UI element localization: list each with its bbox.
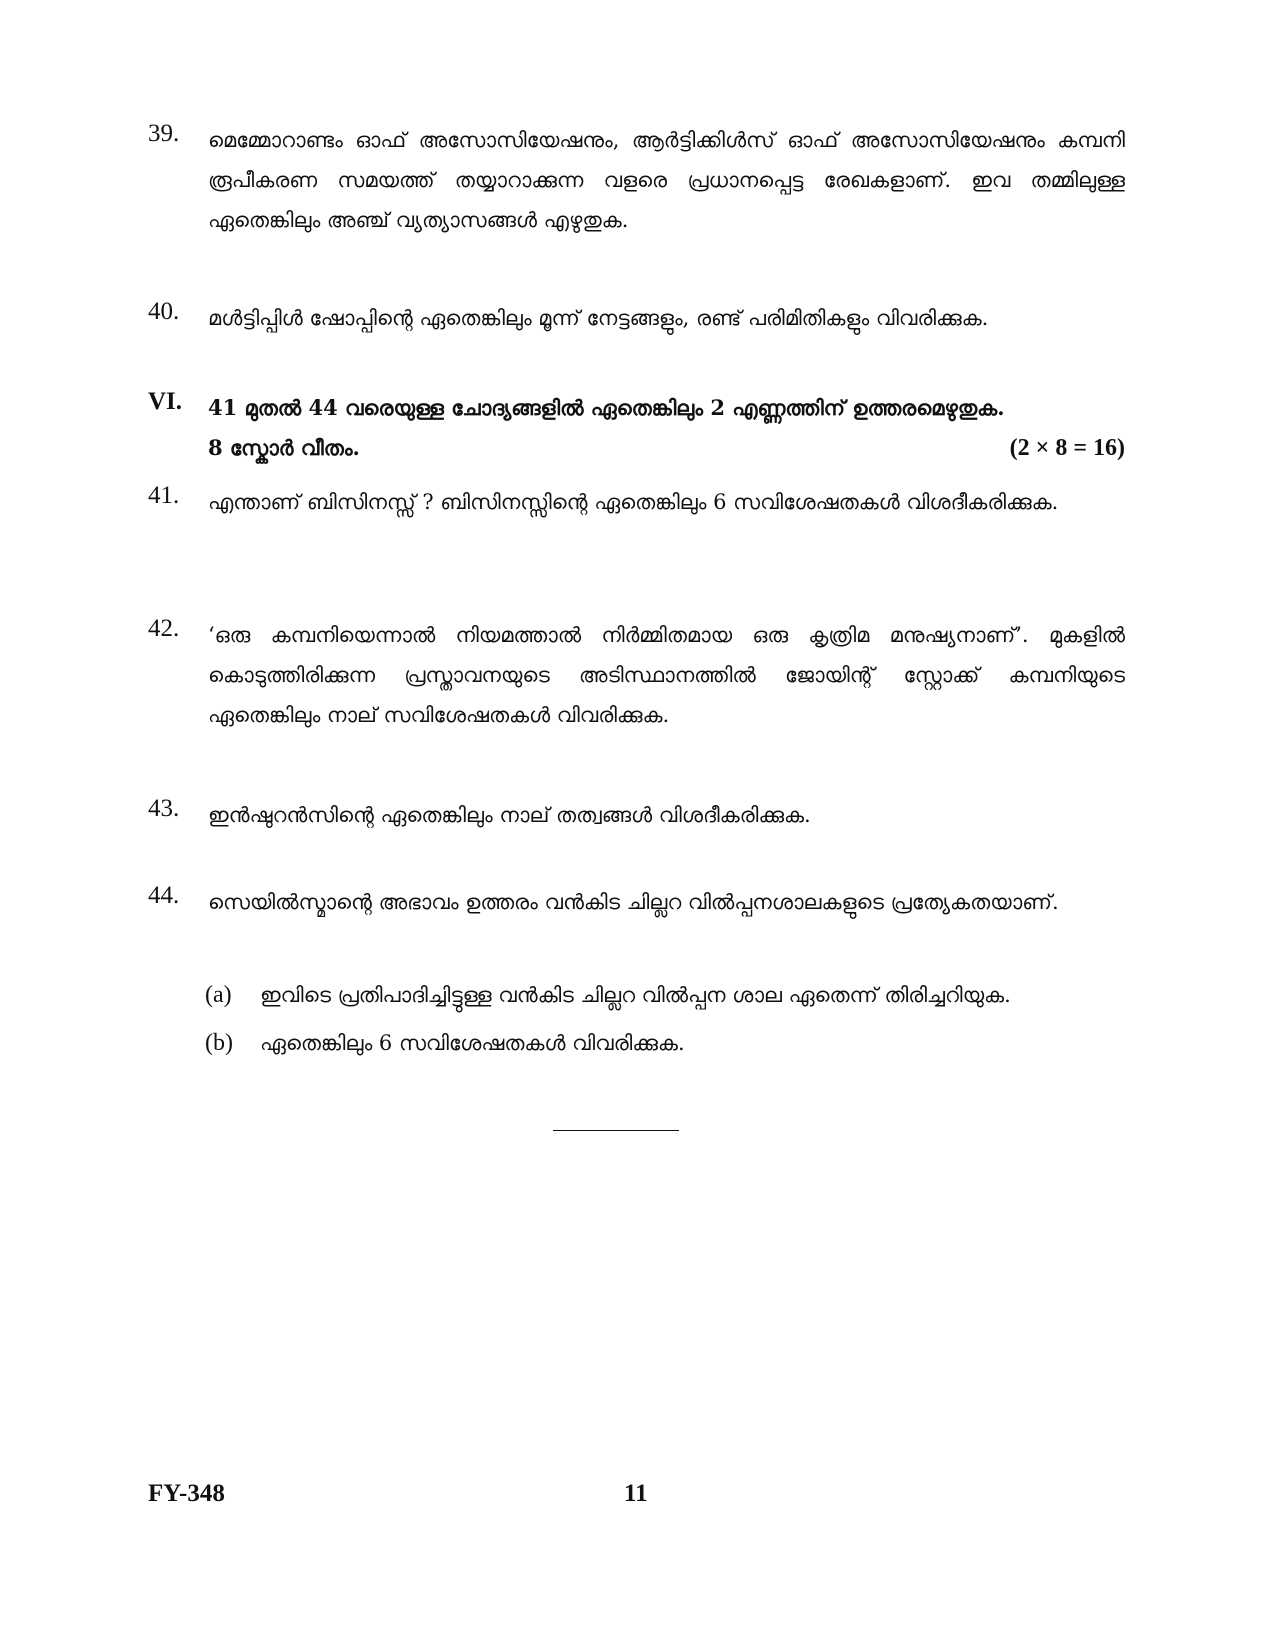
section-marks: (2 × 8 = 16) (1009, 435, 1125, 461)
section-number: VI. (148, 388, 183, 415)
section-vi-header (148, 388, 1125, 468)
question-text: സെയിൽസ്മാന്റെ അഭാവം ഉത്തരം വൻകിട ചില്ലറ വിൽപ്പനശാലകളുടെ പ്രത്യേകതയാണ്. (208, 890, 1059, 914)
question-text: ഇൻഷുറൻസിന്റെ ഏതെങ്കിലും നാല് തത്വങ്ങൾ വിശദീകരിക്കുക. (208, 803, 811, 827)
question-41 (148, 482, 1125, 522)
section-instruction: 41 മുതൽ 44 വരെയുള്ള ചോദ്യങ്ങളിൽ ഏതെങ്കിലും 2 എണ്ണത്തിന് ഉത്തരമെഴുതുക. (208, 395, 1005, 420)
question-40 (148, 298, 1125, 338)
question-44 (148, 882, 1125, 922)
question-text: ‘ഒരു കമ്പനിയെന്നാൽ നിയമത്താൽ നിർമ്മിതമായ ഒരു കൃത്രിമ മനുഷ്യനാണ്’. മുകളിൽ കൊടുത്തിരിക്കുന്ന പ്രസ്താവനയുടെ അടിസ്ഥാനത്തിൽ ജോയിന്റ് സ്റ്റോക്ക് കമ്പനിയുടെ ഏതെങ്കിലും നാല് സവിശേഷതകൾ വിവരിക്കുക. (208, 623, 1125, 727)
sub-question-label: (a) (205, 982, 232, 1008)
question-43 (148, 795, 1125, 835)
paper-code: FY-348 (148, 1480, 225, 1507)
end-divider (553, 1130, 679, 1131)
section-score-row (208, 428, 1125, 468)
question-number: 39. (148, 120, 180, 147)
question-number: 41. (148, 482, 180, 509)
question-number: 44. (148, 882, 180, 909)
question-text: മൾട്ടിപ്പിൾ ഷോപ്പിന്റെ ഏതെങ്കിലും മൂന്ന് നേട്ടങ്ങളും, രണ്ട് പരിമിതികളും വിവരിക്കുക. (208, 306, 989, 330)
question-text: എന്താണ് ബിസിനസ്സ് ? ബിസിനസ്സിന്റെ ഏതെങ്കിലും 6 സവിശേഷതകൾ വിശദീകരിക്കുക. (208, 490, 1059, 514)
question-text: മെമ്മോറാണ്ടം ഓഫ് അസോസിയേഷനും, ആർട്ടിക്കിൾസ് ഓഫ് അസോസിയേഷനും കമ്പനി രൂപീകരണ സമയത്ത് തയ്യാറാക്കുന്ന വളരെ പ്രധാനപ്പെട്ട രേഖകളാണ്. ഇവ തമ്മിലുള്ള ഏതെങ്കിലും അഞ്ച് വ്യത്യാസങ്ങൾ എഴുതുക. (208, 128, 1125, 232)
question-44-part-b (205, 1023, 1125, 1063)
page-number: 11 (624, 1480, 648, 1507)
score-note: 8 സ്കോർ വീതം. (208, 435, 360, 460)
sub-question-label: (b) (205, 1030, 233, 1056)
sub-question-text: ഇവിടെ പ്രതിപാദിച്ചിട്ടുള്ള വൻകിട ചില്ലറ വിൽപ്പന ശാല ഏതെന്ന് തിരിച്ചറിയുക. (260, 983, 1011, 1007)
question-39 (148, 120, 1125, 240)
question-number: 43. (148, 795, 180, 822)
sub-question-text: ഏതെങ്കിലും 6 സവിശേഷതകൾ വിവരിക്കുക. (260, 1031, 685, 1055)
question-42 (148, 615, 1125, 735)
question-number: 42. (148, 615, 180, 642)
question-44-part-a (205, 975, 1125, 1015)
question-number: 40. (148, 298, 180, 325)
